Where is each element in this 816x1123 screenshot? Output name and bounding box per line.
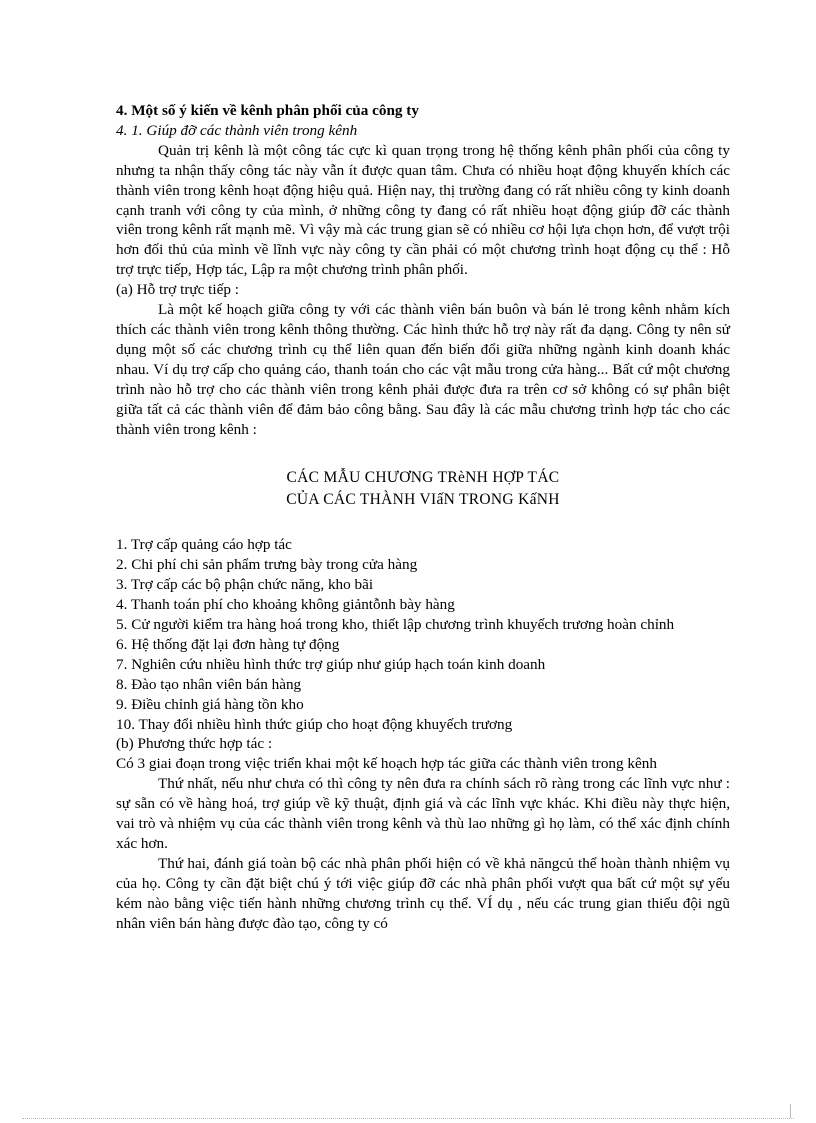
list-item: 1. Trợ cấp quảng cáo hợp tác	[116, 536, 292, 554]
label-direct-support: (a) Hỗ trợ trực tiếp :	[116, 281, 239, 299]
section-heading: 4. Một số ý kiến về kênh phân phối của công ty	[116, 102, 419, 119]
program-title	[116, 467, 730, 511]
list-item: 8. Đào tạo nhân viên bán hàng	[116, 675, 302, 693]
paragraph-first-stage: Thứ nhất, nếu như chưa có thì công ty nên đưa ra chính sách rõ ràng trong các lĩnh vực như : sự sẵn có về hàng hoá, trợ giúp về kỹ thuật, định giá và các lĩnh vực khác. Khi điều này thực hiện, vai trò và nhiệm vụ của các thành viên trong kênh và thù lao những gì họ làm, có thể xác định chính xác hơn.	[116, 775, 730, 852]
list-item: 9. Điều chỉnh giá hàng tồn kho	[116, 695, 304, 713]
paragraph-stages: Có 3 giai đoạn trong việc triển khai một kế hoạch hợp tác giữa các thành viên trong kênh	[116, 755, 657, 773]
list-item: 6. Hệ thống đặt lại đơn hàng tự động	[116, 635, 340, 653]
list-item: 3. Trợ cấp các bộ phận chức năng, kho bãi	[116, 576, 374, 594]
list-item: 7. Nghiên cứu nhiều hình thức trợ giúp như giúp hạch toán kinh doanh	[116, 655, 546, 673]
paragraph-direct-support: Là một kế hoạch giữa công ty với các thành viên bán buôn và bán lẻ trong kênh nhằm kích thích các thành viên trong kênh thông thường. Các hình thức hỗ trợ này rất đa dạng. Công ty nên sử dụng một số các chương trình cụ thể liên quan đến biến đổi giữa những ngành kinh doanh khác nhau. Ví dụ trợ cấp cho quảng cáo, thanh toán cho các vật mẫu trong cửa hàng... Bất cứ một chương trình nào hỗ trợ cho các thành viên trong kênh phải được đưa ra trên cơ sở không có sự phân biệt giữa tất cả các thành viên để đảm bảo công bằng. Sau đây là các mẫu chương trình hợp tác cho các thành viên trong kênh :	[116, 301, 730, 438]
document-page	[116, 101, 730, 934]
subsection-heading: 4. 1. Giúp đỡ các thành viên trong kênh	[116, 121, 358, 139]
paragraph-second-stage: Thứ hai, đánh giá toàn bộ các nhà phân phối hiện có về khả năngcủ thể hoàn thành nhiệm vụ của họ. Công ty cần đặt biệt chú ý tới việc giúp đỡ các nhà phân phối vượt qua bất cứ một sự yếu kém nào bằng việc tiến hành những chương trình cụ thể. VÍ dụ , nếu các trung gian thiếu đội ngũ nhân viên bán hàng được đào tạo, công ty có	[116, 854, 730, 932]
page-bottom-border	[22, 1118, 794, 1119]
program-title-line-1: CÁC MẪU CHƯƠNG TRèNH HỢP TÁC	[286, 469, 560, 487]
list-item: 10. Thay đổi nhiều hình thức giúp cho hoạt động khuyếch trương	[116, 715, 513, 733]
page-corner-mark	[790, 1104, 791, 1118]
list-item: 2. Chi phí chi sản phẩm trưng bày trong cửa hàng	[116, 556, 418, 574]
label-cooperation: (b) Phương thức hợp tác :	[116, 735, 273, 753]
paragraph-intro: Quản trị kênh là một công tác cực kì quan trọng trong hệ thống kênh phân phối của công ty nhưng ta nhận thấy công tác này vẫn ít được quan tâm. Chưa có nhiều hoạt động khuyến khích các thành viên trong kênh hoạt động hiệu quả. Hiện nay, thị trường đang có rất nhiều công ty kinh doanh cạnh tranh với công ty của mình, ở những công ty đang có rất nhiều hoạt động giúp đỡ các thành viên trong kênh rất mạnh mẽ. Vì vậy mà các trung gian sẽ có nhiều cơ hội lựa chọn hơn, để vượt trội hơn đối thủ của mình về lĩnh vực này công ty cần phải có một chương trình hoạt động cụ thể : Hỗ trợ trực tiếp, Hợp tác, Lập ra một chương trình phân phối.	[116, 141, 730, 279]
list-item: 4. Thanh toán phí cho khoảng không giảntỗnh bày hàng	[116, 596, 455, 614]
program-title-line-2: CỦA CÁC THÀNH VIấN TRONG KấNH	[286, 491, 560, 509]
program-list	[116, 535, 730, 734]
list-item: 5. Cử người kiểm tra hàng hoá trong kho, thiết lập chương trình khuyếch trương hoàn chỉnh	[116, 616, 675, 634]
